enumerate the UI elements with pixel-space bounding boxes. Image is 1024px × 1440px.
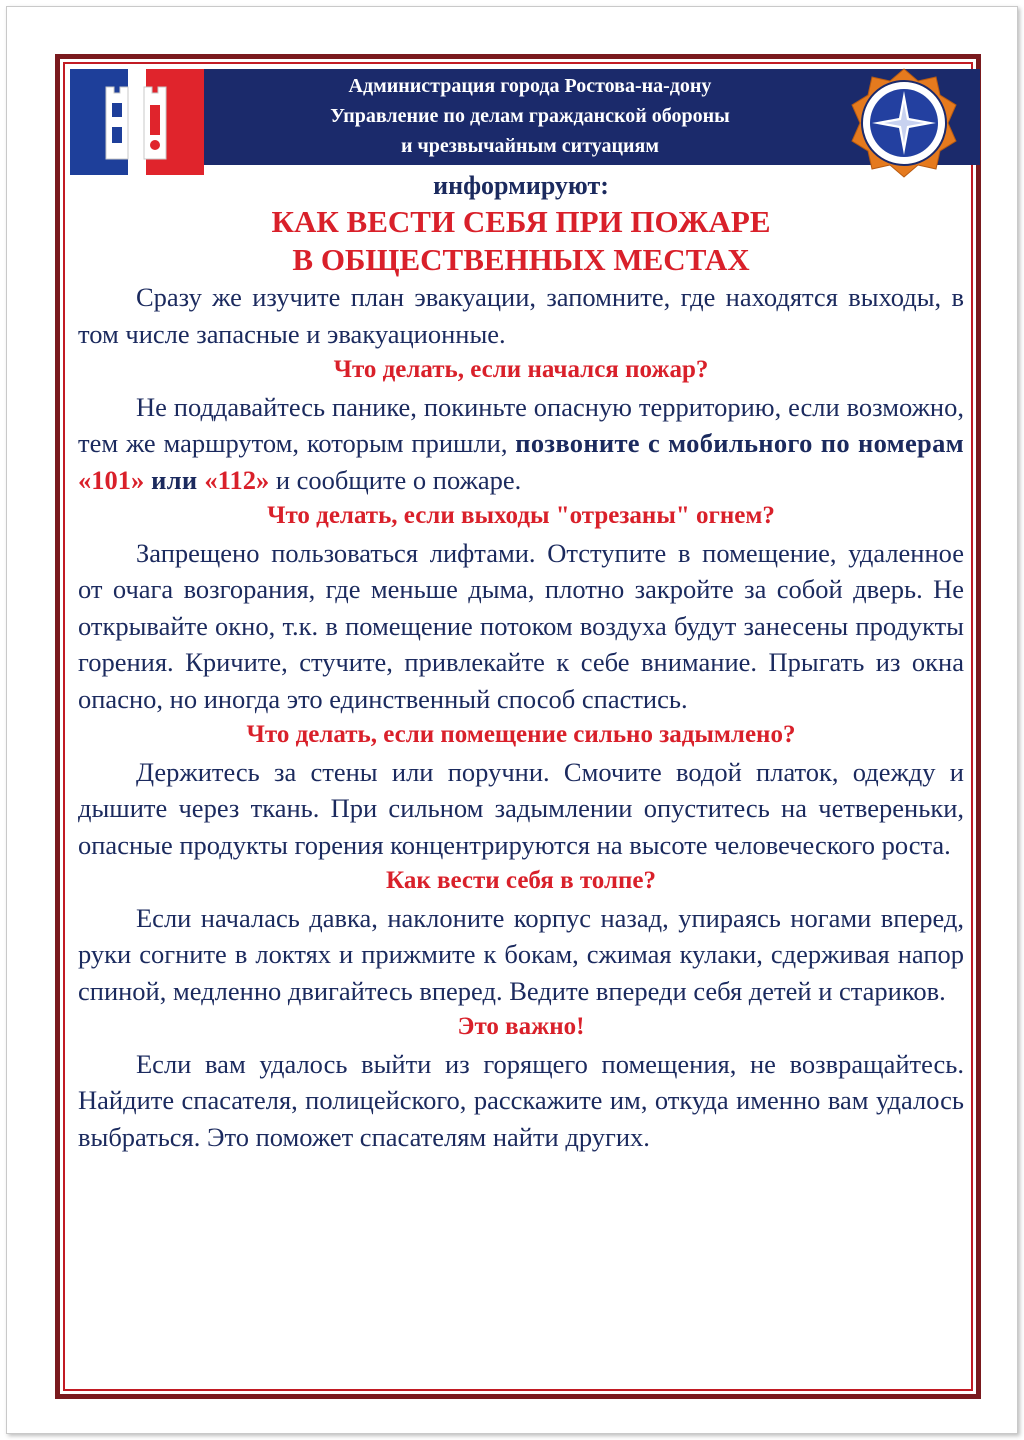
poster-title-line-1: КАК ВЕСТИ СЕБЯ ПРИ ПОЖАРЕ bbox=[271, 204, 771, 239]
phone-number-101: «101» bbox=[78, 464, 145, 495]
answer-crowd: Если началась давка, наклоните корпус назад, упираясь ногами вперед, руки согните в локтях и прижмите к бокам, сжимая кулаки, сдерживая напор спиной, медленно двигайтесь вперед. Ведите впереди себя детей и стариков. bbox=[78, 902, 964, 1006]
page-sheet bbox=[6, 6, 1018, 1434]
poster-title-line-2: В ОБЩЕСТВЕННЫХ МЕСТАХ bbox=[292, 242, 750, 277]
answer-heavy-smoke: Держитесь за стены или поручни. Смочите водой платок, одежду и дышите через ткань. При сильном задымлении опуститесь на четвереньки, опасные продукты горения концентрируются на высоте человеческого роста. bbox=[78, 756, 964, 860]
question-important: Это важно! bbox=[457, 1013, 585, 1040]
question-fire-started: Что делать, если начался пожар? bbox=[333, 356, 709, 383]
phone-number-112: «112» bbox=[204, 464, 270, 495]
tower-icon bbox=[100, 83, 174, 163]
header-line-1: Администрация города Ростова-на-дону bbox=[348, 75, 712, 97]
inform-heading: информируют: bbox=[433, 171, 609, 200]
answer-fire-started bbox=[78, 389, 964, 499]
question-exits-cut-off: Что делать, если выходы "отрезаны" огнем? bbox=[267, 502, 775, 529]
answer-fire-text-b: и сообщите о пожаре. bbox=[269, 464, 522, 495]
poster-content bbox=[78, 169, 964, 1155]
poster-title bbox=[78, 203, 964, 279]
answer-fire-bold-a: позвоните с мобильного по номерам bbox=[515, 428, 964, 458]
question-heavy-smoke: Что делать, если помещение сильно задымлено? bbox=[246, 721, 796, 748]
header-line-2: Управление по делам гражданской обороны bbox=[330, 105, 730, 127]
question-crowd: Как вести себя в толпе? bbox=[386, 867, 656, 894]
city-coat-of-arms bbox=[70, 69, 204, 175]
poster-frame bbox=[55, 54, 981, 1399]
answer-fire-text-a: Не поддавайтесь панике, покиньте опасную территорию, если возможно, тем же маршрутом, которым пришли, bbox=[78, 391, 964, 458]
answer-important: Если вам удалось выйти из горящего помещения, не возвращайтесь. Найдите спасателя, полицейского, расскажите им, откуда именно вам удалось выбраться. Это поможет спасателям найти других. bbox=[78, 1048, 964, 1152]
header-text bbox=[210, 71, 850, 161]
answer-fire-bold-b: или bbox=[144, 464, 205, 495]
header-line-3: и чрезвычайным ситуациям bbox=[400, 135, 659, 157]
emblem-icon bbox=[848, 67, 960, 179]
intro-paragraph: Сразу же изучите план эвакуации, запомните, где находятся выходы, в том числе запасные и эвакуационные. bbox=[78, 282, 964, 349]
civil-defense-emblem bbox=[848, 67, 960, 179]
answer-exits-cut-off: Запрещено пользоваться лифтами. Отступите в помещение, удаленное от очага возгорания, где меньше дыма, плотно закройте за собой дверь. Не открывайте окно, т.к. в помещение потоком воздуха будут занесены продукты горения. Кричите, стучите, привлекайте к себе внимание. Прыгать из окна опасно, но иногда это единственный способ спастись. bbox=[78, 537, 964, 714]
